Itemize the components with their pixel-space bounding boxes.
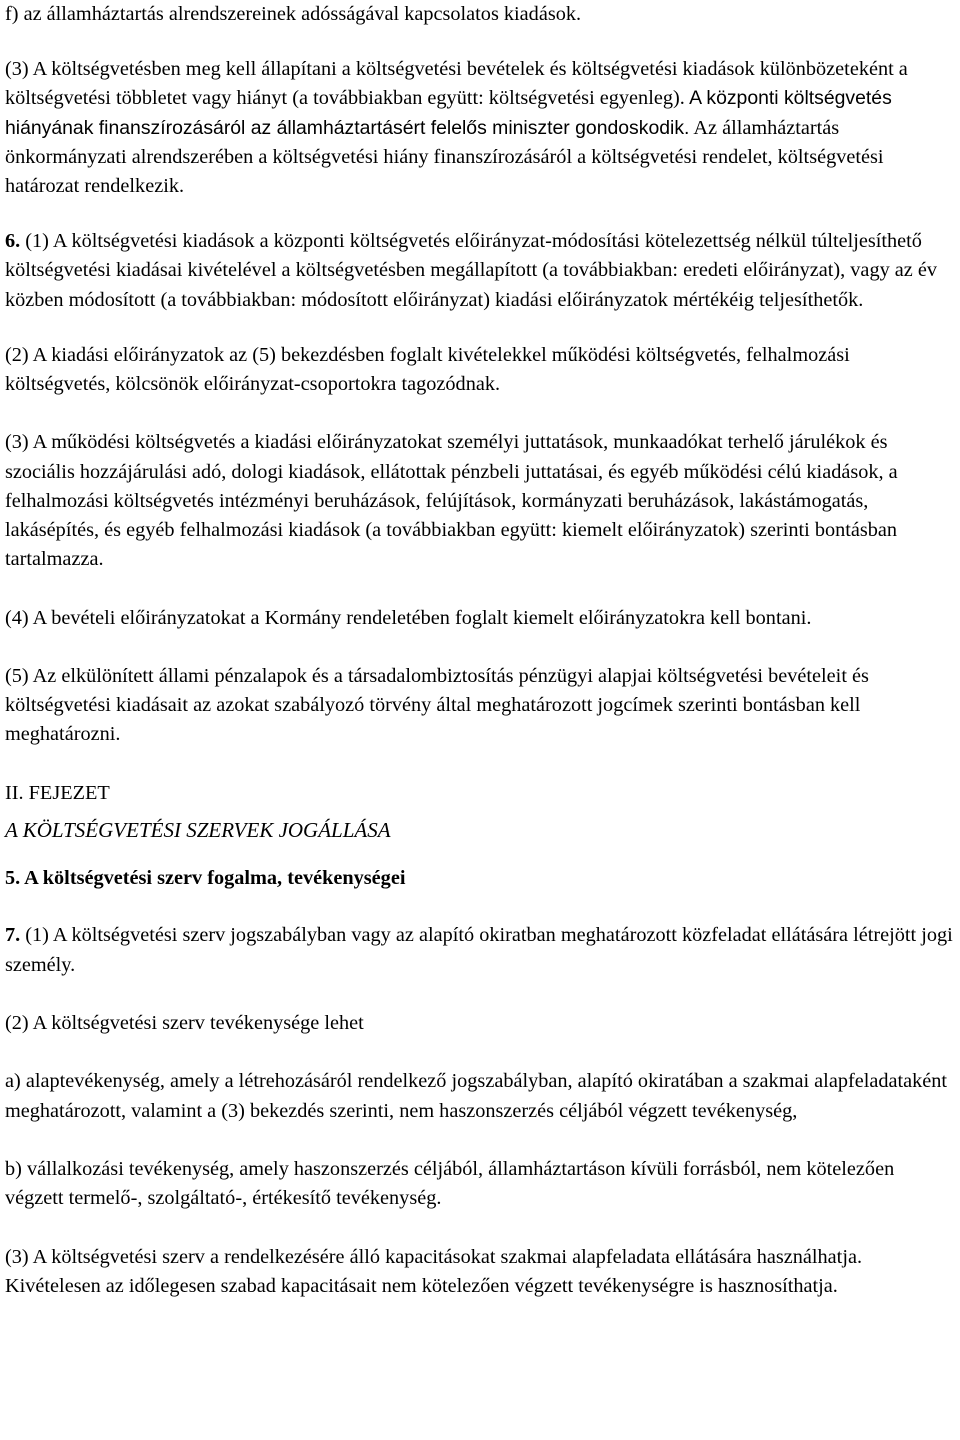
section-7-number: 7.	[5, 924, 26, 947]
section-7-item-a: a) alaptevékenység, amely a létrehozásáról rendelkező jogszabályban, alapító okiratában a szakmai alapfeladataként meghatározott, valamint a (3) bekezdés szerinti, nem haszonszerzés céljából végzett tevékenység,	[5, 1070, 948, 1122]
section-7-paragraph-1	[5, 921, 955, 979]
document-page	[5, 0, 955, 1330]
section-6-paragraph-5: (5) Az elkülönített állami pénzalapok és a társadalombiztosítás pénzügyi alapjai költségvetési bevételeit és költségvetési kiadásait az azokat szabályozó törvény által meghatározott jogcímek szerinti bontásban kell meghatározni.	[5, 665, 869, 746]
section-6-paragraph-3: (3) A működési költségvetés a kiadási előirányzatokat személyi juttatások, munkaadókat terhelő járulékok és szociális hozzájárulási adó, dologi kiadások, ellátottak pénzbeli juttatásai, és egyéb működési célú kiadások, a felhalmozási költségvetés intézményi beruházások, felújítások, kormányzati beruházások, lakástámogatás, lakásépítés, és egyéb felhalmozási kiadások (a továbbiakban együtt: kiemelt előirányzatok) szerinti bontásban tartalmazza.	[5, 431, 898, 571]
section-7-paragraph-1-text: (1) A költségvetési szerv jogszabályban vagy az alapító okiratban meghatározott közfeladat ellátására létrejött jogi személy.	[5, 924, 953, 976]
section-6-paragraph-4: (4) A bevételi előirányzatokat a Kormány rendeletében foglalt kiemelt előirányzatokra kell bontani.	[5, 606, 812, 629]
section-7-item-b: b) vállalkozási tevékenység, amely haszonszerzés céljából, államháztartáson kívüli forrásból, nem kötelezően végzett termelő-, szolgáltató-, értékesítő tevékenység.	[5, 1158, 895, 1210]
subchapter-title: 5. A költségvetési szerv fogalma, tevékenységei	[5, 867, 406, 890]
paragraph-3-budget-balance	[5, 55, 955, 201]
section-6-number: 6.	[5, 230, 26, 253]
paragraph-3-part-3: Az államháztartás önkormányzati alrendszerében a költségvetési hiány finanszírozásáról a költségvetési rendelet, költségvetési határozat rendelkezik.	[5, 116, 884, 198]
section-6-paragraph-1-text: (1) A költségvetési kiadások a központi költségvetés előirányzat-módosítási kötelezettség nélkül túlteljesíthető költségvetési kiadásai kivételével a költségvetésben megállapított (a továbbiakban: eredeti előirányzat), vagy az év közben módosított (a továbbiakban: módosított előirányzat) kiadási előirányzatok mértékéig teljesíthetők.	[5, 230, 938, 311]
chapter-label: II. FEJEZET	[5, 781, 110, 804]
section-7-paragraph-2: (2) A költségvetési szerv tevékenysége lehet	[5, 1012, 364, 1035]
item-f-paragraph: f) az államháztartás alrendszereinek adósságával kapcsolatos kiadások.	[5, 3, 582, 25]
section-6-paragraph-2: (2) A kiadási előirányzatok az (5) bekezdésben foglalt kivételekkel működési költségvetés, felhalmozási költségvetés, kölcsönök előirányzat-csoportokra tagozódnak.	[5, 343, 850, 396]
chapter-title: A KÖLTSÉGVETÉSI SZERVEK JOGÁLLÁSA	[5, 818, 391, 843]
paragraph-3-part-2: A központi költségvetés hiányának finanszírozásáról az államháztartásért felelős miniszter gondoskodik.	[5, 87, 892, 139]
paragraph-3-part-1: (3) A költségvetésben meg kell állapítani a költségvetési bevételek és költségvetési kiadások különbözeteként a költségvetési többletet vagy hiányt (a továbbiakban együtt: költségvetési egyenleg).	[5, 58, 908, 110]
section-6-paragraph-1	[5, 227, 955, 315]
section-7-paragraph-3: (3) A költségvetési szerv a rendelkezésére álló kapacitásokat szakmai alapfeladata ellátására használhatja. Kivételesen az időlegesen szabad kapacitásait nem kötelezően végzett tevékenységre is hasznosíthatja.	[5, 1245, 863, 1297]
